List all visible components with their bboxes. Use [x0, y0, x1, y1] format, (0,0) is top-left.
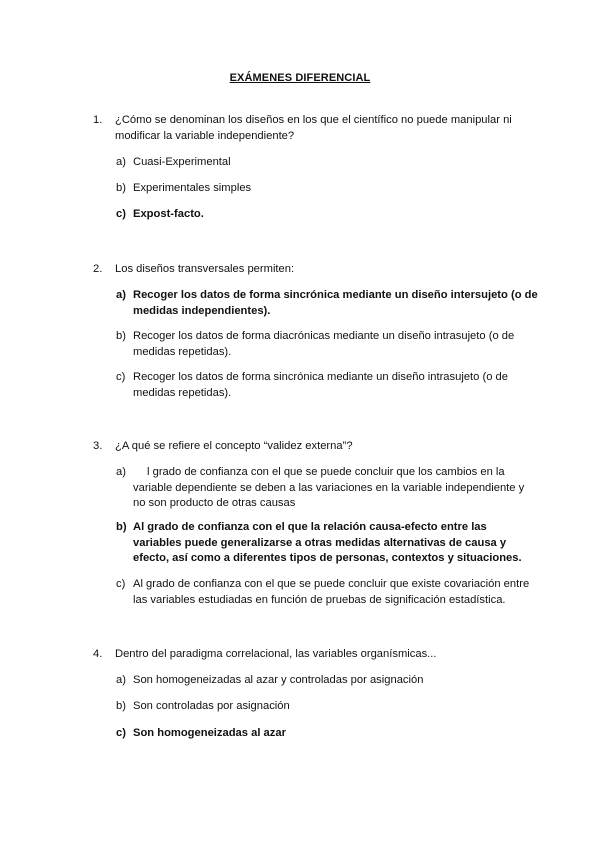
- option-label: b): [116, 700, 126, 712]
- option-label: a): [116, 289, 126, 301]
- option-label: b): [116, 521, 127, 533]
- question-number: 4.: [93, 648, 103, 660]
- option-label: b): [116, 330, 126, 342]
- option-label: c): [116, 578, 126, 590]
- option-text: Recoger los datos de forma diacrónicas mediante un diseño intrasujeto (o de medidas repetidas).: [133, 330, 515, 358]
- option-label: a): [116, 156, 126, 168]
- option-text: Son homogeneizadas al azar y controladas por asignación: [133, 674, 424, 686]
- option-text-wrap: [133, 465, 538, 512]
- option-label: c): [116, 727, 126, 739]
- page-title: EXÁMENES DIFERENCIAL: [229, 72, 371, 84]
- option-text: Recoger los datos de forma sincrónica mediante un diseño intrasujeto (o de medidas repetidas).: [133, 371, 508, 399]
- option-text: Experimentales simples: [133, 182, 252, 194]
- question-number: 3.: [93, 440, 103, 452]
- question-text: ¿Cómo se denominan los diseños en los que el científico no puede manipular ni modificar la variable independiente?: [115, 114, 512, 142]
- option-label: c): [116, 371, 126, 383]
- option-text: Al grado de confianza con el que se puede concluir que existe covariación entre las variables estudiadas en función de pruebas de significación estadística.: [133, 578, 530, 606]
- option-label: b): [116, 182, 126, 194]
- option-text: Al grado de confianza con el que la relación causa-efecto entre las variables puede generalizarse a otras medidas alternativas de causa y efecto, así como a diferentes tipos de personas, contextos y situaciones.: [133, 521, 522, 564]
- option-text: Cuasi-Experimental: [133, 156, 231, 168]
- question-text: Dentro del paradigma correlacional, las variables organísmicas...: [115, 648, 437, 660]
- option-label: a): [116, 674, 126, 686]
- option-label: c): [116, 208, 126, 220]
- option-text: l grado de confianza con el que se puede concluir que los cambios en la variable dependiente se deben a las variaciones en la variable independiente y no son producto de otras causas: [133, 466, 525, 509]
- question-number: 2.: [93, 263, 103, 275]
- question-text: Los diseños transversales permiten:: [115, 263, 295, 275]
- question-number: 1.: [93, 114, 103, 126]
- option-text: Recoger los datos de forma sincrónica mediante un diseño intersujeto (o de medidas independientes).: [133, 289, 538, 317]
- option-text: Expost-facto.: [133, 208, 204, 220]
- question-text: ¿A qué se refiere el concepto “validez externa”?: [115, 440, 353, 452]
- option-label: a): [116, 466, 126, 478]
- option-text: Son homogeneizadas al azar: [133, 727, 286, 739]
- option-text: Son controladas por asignación: [133, 700, 290, 712]
